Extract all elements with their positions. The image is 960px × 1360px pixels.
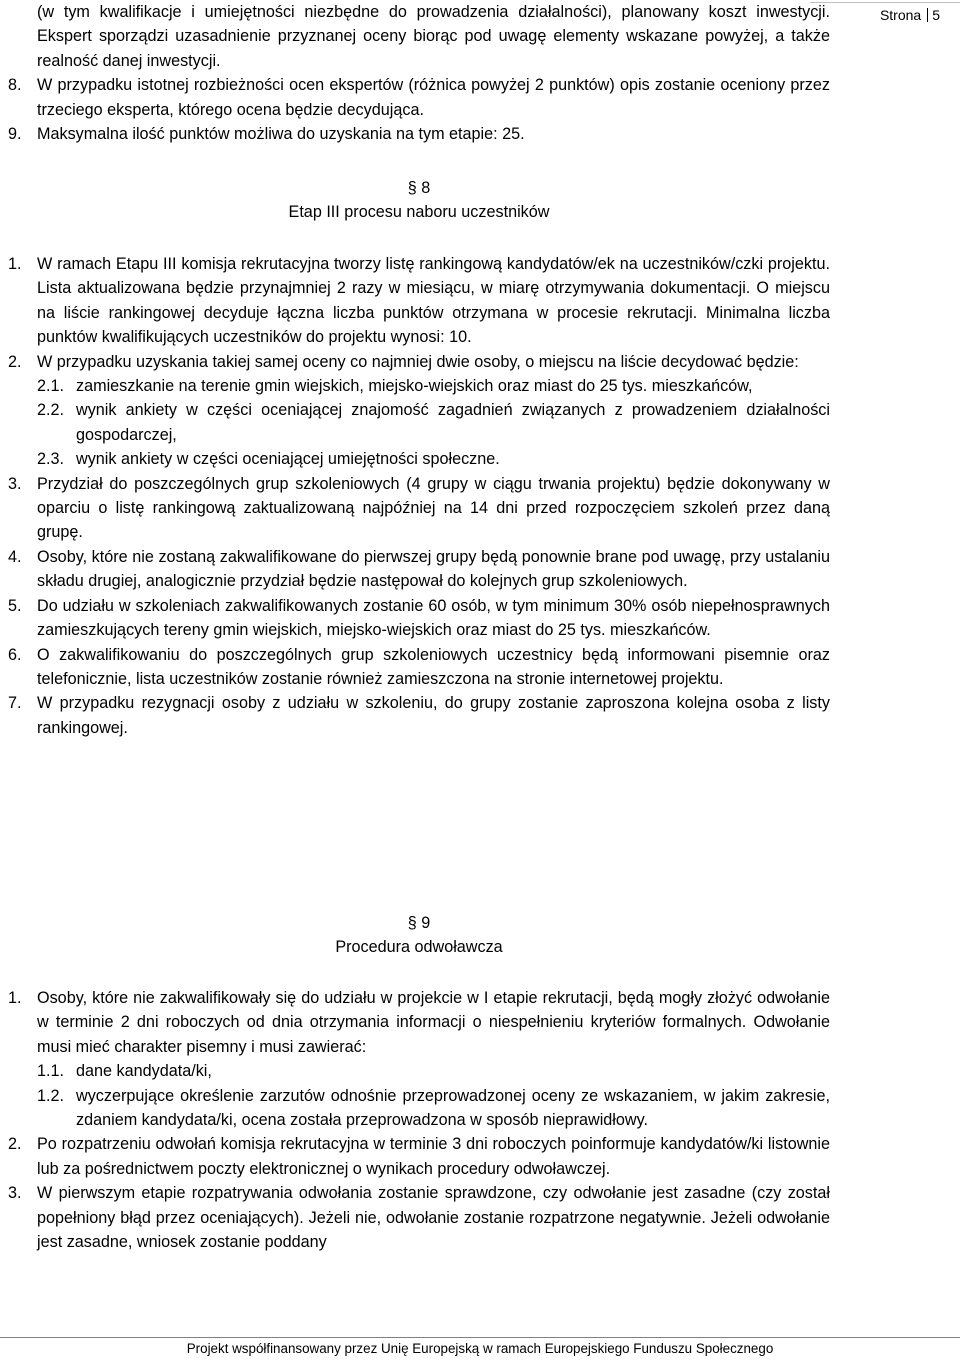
item-number: 4. <box>8 547 22 566</box>
page-label: Strona <box>879 7 922 23</box>
sub-item-text: wyczerpujące określenie zarzutów odnośnie przeprowadzonej oceny ze wskazaniem, w jakim zakresie, zdaniem kandydata/ki, ocena została przeprowadzona w sposób nieprawidłowy. <box>76 1086 830 1130</box>
sub-item-text: dane kandydata/ki, <box>76 1062 212 1081</box>
item-number: 3. <box>8 474 22 493</box>
list-item <box>8 1181 830 1254</box>
sub-item-number: 2.1. <box>37 377 65 396</box>
list-item <box>8 1132 830 1181</box>
list-item <box>8 73 830 122</box>
sub-list-item <box>8 398 830 447</box>
sub-item-number: 1.1. <box>37 1062 65 1081</box>
item-text: W przypadku istotnej rozbieżności ocen ekspertów (różnica powyżej 2 punktów) opis zostanie oceniony przez trzeciego eksperta, którego ocena będzie decydująca. <box>37 76 830 119</box>
sub-list-item <box>8 374 830 398</box>
list-item <box>8 691 830 740</box>
sub-list-item <box>8 1059 830 1083</box>
sub-list-item <box>8 1084 830 1133</box>
sub-item-text: wynik ankiety w części oceniającej znajomość zagadnień związanych z prowadzeniem działalności gospodarczej, <box>76 401 830 444</box>
list-item <box>8 594 830 643</box>
section-8-list <box>8 252 830 740</box>
page-number: 5 <box>932 7 940 23</box>
sub-item-number: 1.2. <box>37 1086 65 1105</box>
header-rule <box>810 2 960 3</box>
item-text: Osoby, które nie zakwalifikowały się do udziału w projekcie w I etapie rekrutacji, będą mogły złożyć odwołanie w terminie 2 dni roboczych od dnia otrzymania informacji o niespełnieniu kryteriów formalnych. Odwołanie musi mieć charakter pisemny i musi zawierać: <box>37 989 830 1056</box>
section-9-list <box>8 986 830 1254</box>
item-number: 3. <box>8 1184 22 1203</box>
continuation-paragraph: (w tym kwalifikacje i umiejętności niezbędne do prowadzenia działalności), planowany koszt inwestycji. Ekspert sporządzi uzasadnienie przyznanej oceny biorąc pod uwagę elementy wskazane powyżej, a także realność danej inwestycji. <box>37 3 830 70</box>
header-separator <box>927 8 928 22</box>
item-text: Osoby, które nie zostaną zakwalifikowane do pierwszej grupy będą ponownie brane pod uwagę, przy ustalaniu składu drugiej, analogicznie przydział będzie następował do kolejnych grup szkoleniowych. <box>37 547 830 591</box>
footer-rule <box>0 1337 960 1338</box>
item-text: Po rozpatrzeniu odwołań komisja rekrutacyjna w terminie 3 dni roboczych poinformuje kandydatów/ki listownie lub za pośrednictwem poczty elektronicznej o wynikach procedury odwoławczej. <box>37 1135 830 1178</box>
list-item <box>8 122 830 146</box>
item-number: 5. <box>8 596 22 615</box>
section-8-heading: § 8 <box>407 179 431 197</box>
sub-item-text: zamieszkanie na terenie gmin wiejskich, miejsko-wiejskich oraz miast do 25 tys. mieszkańców, <box>76 377 753 396</box>
item-number: 6. <box>8 645 22 664</box>
item-number: 1. <box>8 989 22 1007</box>
sub-item-text: wynik ankiety w części oceniającej umiejętności społeczne. <box>76 450 500 469</box>
item-number: 9. <box>8 125 22 144</box>
sub-item-number: 2.3. <box>37 450 65 469</box>
list-item <box>8 472 830 545</box>
item-number: 1. <box>8 255 22 273</box>
item-text: Maksymalna ilość punktów możliwa do uzyskania na tym etapie: 25. <box>37 125 525 144</box>
list-item <box>8 350 830 374</box>
item-text: Przydział do poszczególnych grup szkoleniowych (4 grupy w ciągu trwania projektu) będzie dokonywany w oparciu o listę rankingową zaktualizowaną najpóźniej na 14 dni przed rozpoczęciem szkoleń przez daną grupę. <box>37 474 830 542</box>
item-text: W pierwszym etapie rozpatrywania odwołania zostanie sprawdzone, czy odwołanie jest zasadne (czy został popełniony błąd przez oceniających). Jeżeli nie, odwołanie zostanie rozpatrzone negatywnie. Jeżeli odwołanie jest zasadne, wniosek zostanie poddany <box>37 1184 830 1252</box>
item-text: O zakwalifikowaniu do poszczególnych grup szkoleniowych uczestnicy będą informowani pisemnie oraz telefonicznie, lista uczestników zostanie również zamieszczona na stronie internetowej projektu. <box>37 645 830 688</box>
sub-list-item <box>8 447 830 471</box>
top-block <box>8 0 830 146</box>
section-8-title: Etap III procesu naboru uczestników <box>288 203 550 221</box>
list-item <box>8 643 830 692</box>
list-item <box>8 545 830 594</box>
page-footer: Projekt współfinansowany przez Unię Europejską w ramach Europejskiego Funduszu Społecznego <box>186 1341 774 1356</box>
section-9-title: Procedura odwoławcza <box>335 938 503 956</box>
item-number: 8. <box>8 76 22 95</box>
item-text: W przypadku uzyskania takiej samej oceny co najmniej dwie osoby, o miejscu na liście decydować będzie: <box>37 352 799 371</box>
page-header <box>880 6 940 24</box>
item-number: 2. <box>8 352 22 371</box>
item-text: Do udziału w szkoleniach zakwalifikowanych zostanie 60 osób, w tym minimum 30% osób niepełnosprawnych zamieszkujących tereny gmin wiejskich, miejsko-wiejskich oraz miast do 25 tys. mieszkańców. <box>37 596 830 640</box>
sub-item-number: 2.2. <box>37 401 65 420</box>
item-number: 2. <box>8 1135 22 1154</box>
item-text: W przypadku rezygnacji osoby z udziału w szkoleniu, do grupy zostanie zaproszona kolejna osoba z listy rankingowej. <box>37 694 830 737</box>
section-9-heading: § 9 <box>407 914 431 932</box>
list-item <box>8 252 830 350</box>
item-text: W ramach Etapu III komisja rekrutacyjna tworzy listę rankingową kandydatów/ek na uczestników/czki projektu. Lista aktualizowana będzie przynajmniej 2 razy w miesiącu, w miarę otrzymywania dokumentacji. O miejscu na liście rankingowej decyduje łączna liczba punktów otrzymana w procesie rekrutacji. Minimalna liczba punktów kwalifikujących uczestników do projektu wynosi: 10. <box>37 255 830 347</box>
item-number: 7. <box>8 694 22 713</box>
list-item <box>8 986 830 1059</box>
